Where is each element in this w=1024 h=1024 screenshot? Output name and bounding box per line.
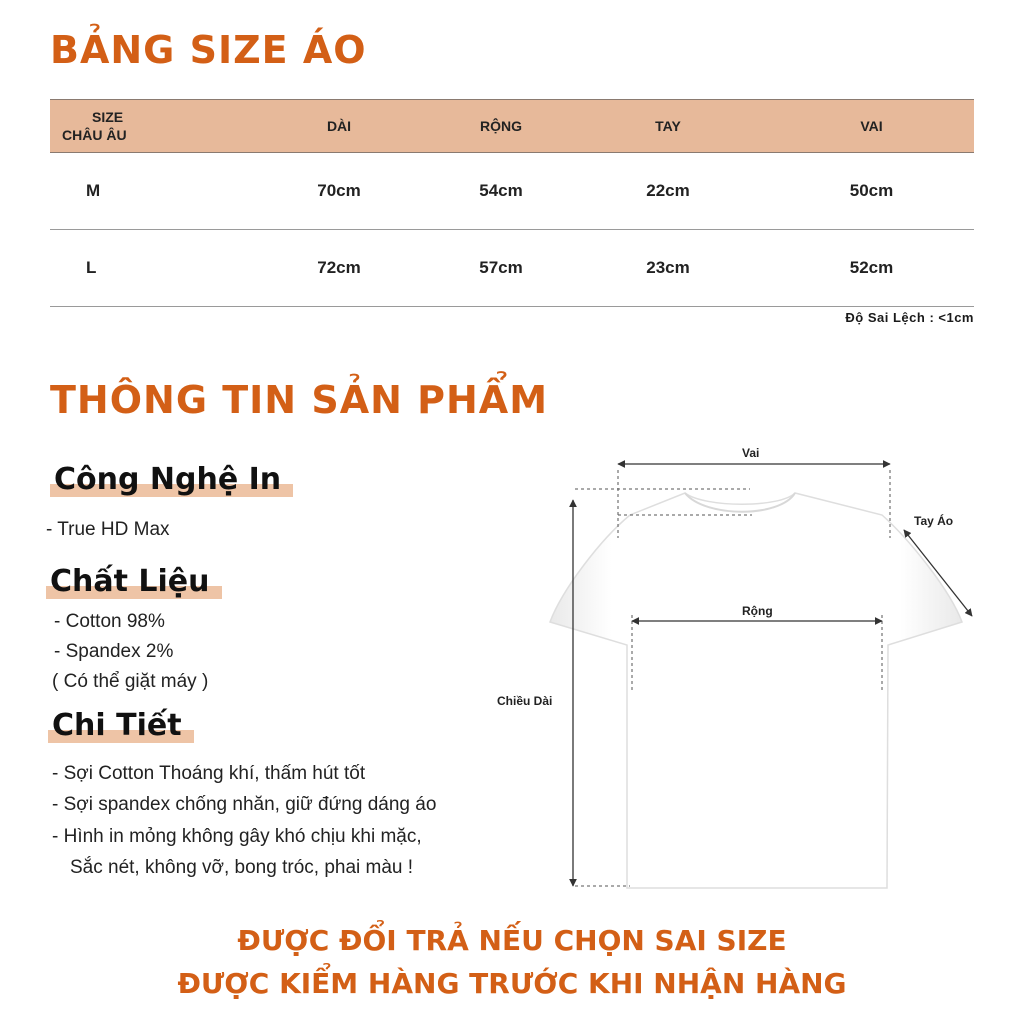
- cell-length: 70cm: [243, 153, 435, 230]
- product-info-title: THÔNG TIN SẢN PHẨM: [50, 378, 549, 422]
- print-tech-item: - True HD Max: [46, 519, 170, 540]
- cell-sleeve: 23cm: [567, 230, 769, 307]
- tolerance-note: Độ Sai Lệch : <1cm: [845, 310, 974, 325]
- details-item: Sắc nét, không vỡ, bong tróc, phai màu !: [70, 857, 414, 878]
- header-length: DÀI: [243, 100, 435, 153]
- size-chart-title: BẢNG SIZE ÁO: [50, 28, 367, 72]
- inspection-policy-text: ĐƯỢC KIỂM HÀNG TRƯỚC KHI NHẬN HÀNG: [177, 967, 847, 1000]
- cell-shoulder: 50cm: [769, 153, 974, 230]
- cell-shoulder: 52cm: [769, 230, 974, 307]
- print-tech-heading: Công Nghệ In: [50, 462, 293, 497]
- header-sleeve: TAY: [567, 100, 769, 153]
- length-label: Chiều Dài: [497, 694, 553, 708]
- return-policy-text: ĐƯỢC ĐỔI TRẢ NẾU CHỌN SAI SIZE: [237, 924, 787, 957]
- details-heading: Chi Tiết: [48, 708, 194, 743]
- cell-sleeve: 22cm: [567, 153, 769, 230]
- material-item: - Cotton 98%: [54, 611, 165, 632]
- table-row: [50, 230, 974, 307]
- details-item: - Hình in mỏng không gây khó chịu khi mặc,: [52, 826, 422, 847]
- details-item: - Sợi spandex chống nhăn, giữ đứng dáng áo: [52, 794, 437, 815]
- material-item: ( Có thể giặt máy ): [52, 671, 209, 692]
- table-row: [50, 153, 974, 230]
- sleeve-label: Tay Áo: [914, 514, 954, 528]
- cell-width: 54cm: [435, 153, 567, 230]
- width-label: Rộng: [742, 604, 773, 618]
- material-heading: Chất Liệu: [46, 564, 222, 599]
- cell-width: 57cm: [435, 230, 567, 307]
- header-size-label: [50, 100, 243, 153]
- shoulder-label: Vai: [742, 446, 760, 460]
- header-size-line2: CHÂU ÂU: [62, 127, 127, 143]
- material-item: - Spandex 2%: [54, 641, 174, 662]
- shirt-shape: [550, 493, 962, 888]
- row-size: M: [50, 153, 243, 230]
- header-shoulder: VAI: [769, 100, 974, 153]
- header-width: RỘNG: [435, 100, 567, 153]
- size-table: [50, 99, 974, 307]
- details-item: - Sợi Cotton Thoáng khí, thấm hút tốt: [52, 763, 366, 784]
- row-size: L: [50, 230, 243, 307]
- shirt-diagram: [490, 440, 990, 900]
- cell-length: 72cm: [243, 230, 435, 307]
- header-size-line1: SIZE: [92, 109, 124, 125]
- size-table-header: [50, 100, 974, 153]
